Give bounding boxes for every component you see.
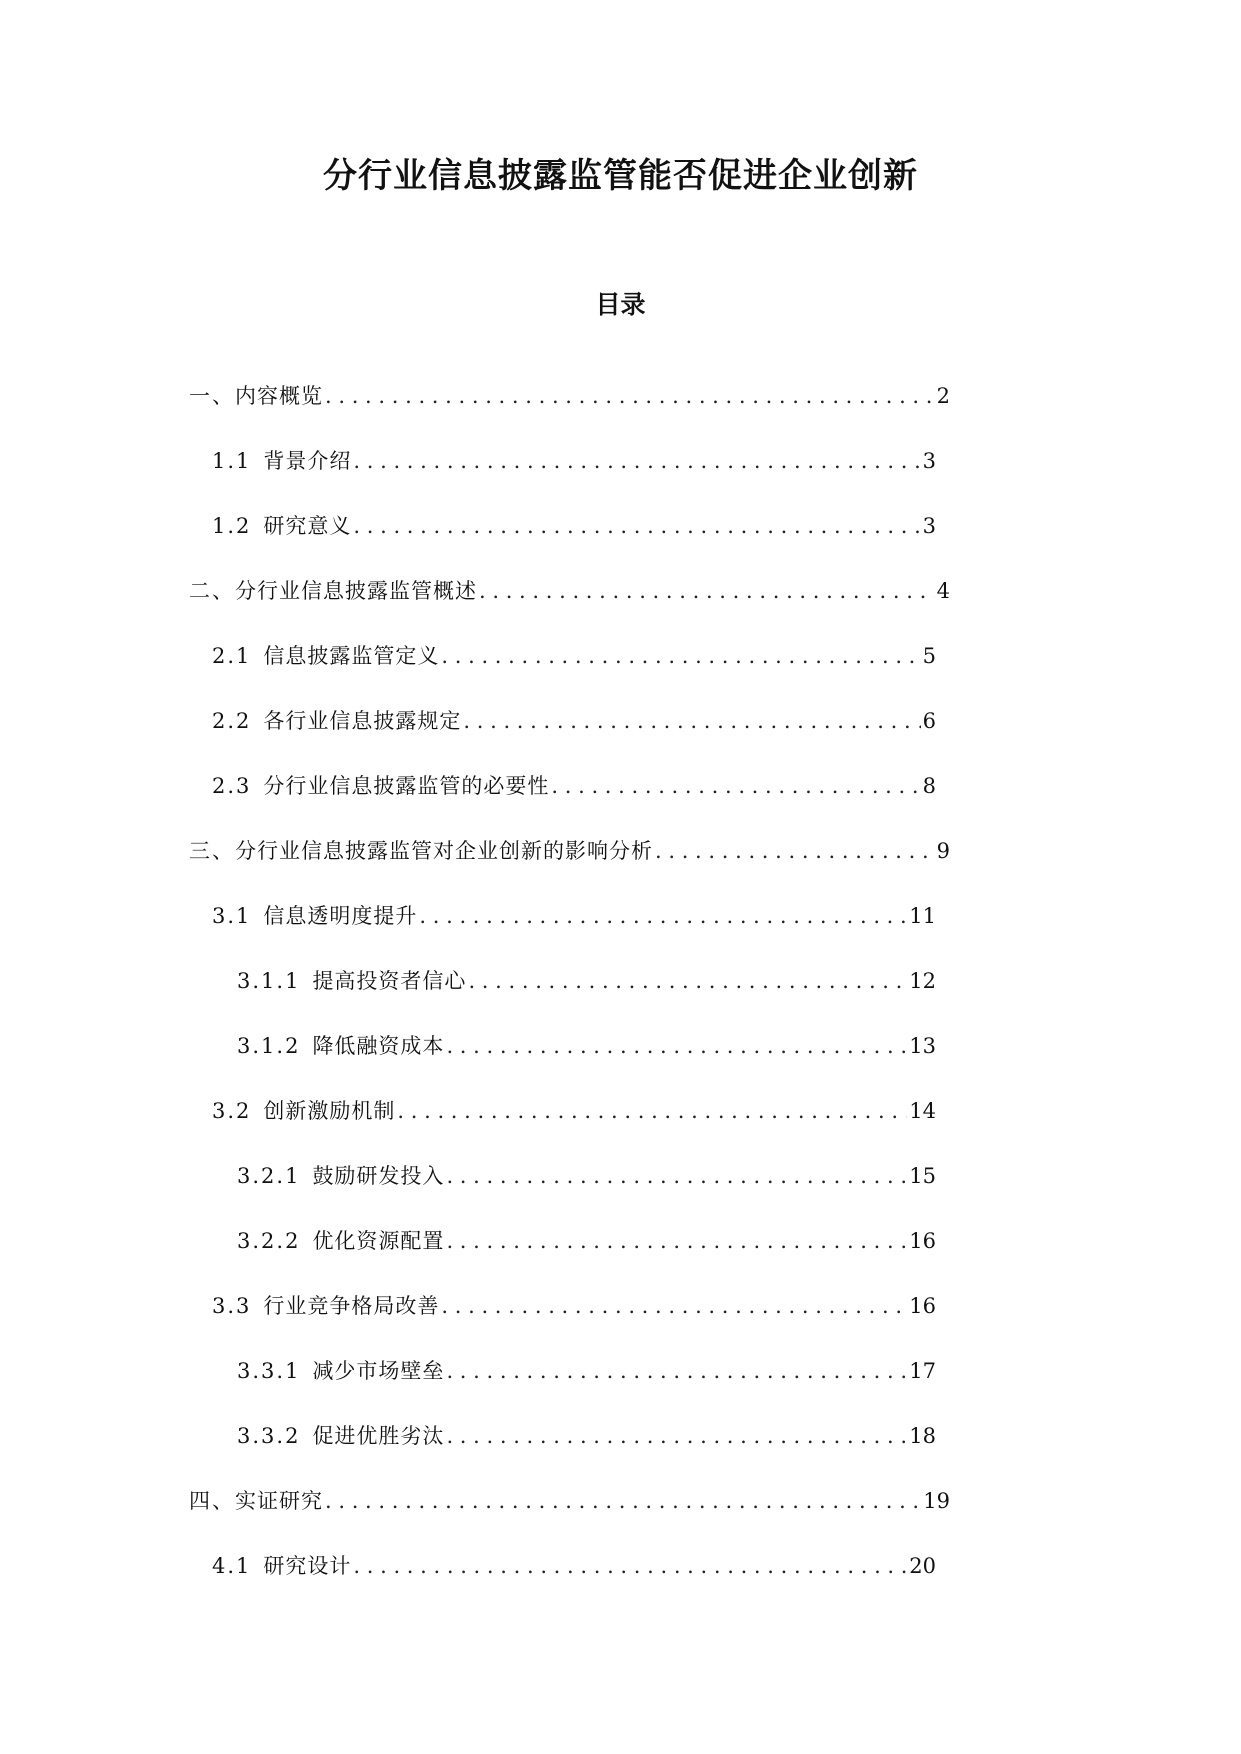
toc-entry-title: 减少市场壁垒 xyxy=(312,1359,445,1383)
toc-entry-number: 四、 xyxy=(189,1489,235,1513)
toc-entry-page-number: 20 xyxy=(909,1554,936,1578)
toc-dot-leader xyxy=(446,1161,907,1191)
table-of-contents xyxy=(0,381,1241,1616)
document-title: 分行业信息披露监管能否促进企业创新 xyxy=(323,156,918,196)
toc-entry-number: 三、 xyxy=(189,839,235,863)
toc-entry-page-number: 16 xyxy=(909,1294,936,1318)
toc-entry[interactable] xyxy=(0,1421,936,1486)
toc-entry-title: 优化资源配置 xyxy=(312,1229,445,1253)
toc-dot-leader xyxy=(551,771,920,801)
toc-entry[interactable] xyxy=(0,641,936,706)
toc-entry[interactable] xyxy=(0,1161,936,1226)
toc-entry-page-number: 15 xyxy=(909,1164,936,1188)
toc-entry-number: 4.1 xyxy=(212,1554,252,1578)
toc-entry-page-number: 17 xyxy=(909,1359,936,1383)
toc-dot-leader xyxy=(655,836,935,866)
toc-entry[interactable] xyxy=(0,901,936,966)
toc-entry-page-number: 3 xyxy=(922,514,936,538)
toc-entry-title: 降低融资成本 xyxy=(312,1034,445,1058)
toc-dot-leader xyxy=(463,706,920,736)
toc-entry-page-number: 5 xyxy=(922,644,936,668)
toc-entry-page-number: 3 xyxy=(922,449,936,473)
toc-entry-page-number: 16 xyxy=(909,1229,936,1253)
toc-entry[interactable] xyxy=(0,1226,936,1291)
toc-entry-title: 信息披露监管定义 xyxy=(263,644,440,668)
toc-entry-page-number: 6 xyxy=(922,709,936,733)
toc-entry[interactable] xyxy=(0,836,950,901)
toc-entry-number: 3.2.2 xyxy=(237,1229,301,1253)
toc-entry-number: 3.2.1 xyxy=(237,1164,301,1188)
toc-entry[interactable] xyxy=(0,511,936,576)
toc-entry-page-number: 2 xyxy=(936,384,950,408)
toc-entry-number: 3.1 xyxy=(212,904,252,928)
toc-entry-number: 2.3 xyxy=(212,774,252,798)
toc-entry-title: 内容概览 xyxy=(235,384,323,408)
toc-entry[interactable] xyxy=(0,1356,936,1421)
toc-dot-leader xyxy=(468,966,907,996)
toc-entry-number: 3.3.2 xyxy=(237,1424,301,1448)
toc-entry-page-number: 11 xyxy=(909,904,936,928)
toc-dot-leader xyxy=(446,1031,907,1061)
toc-dot-leader xyxy=(441,1291,907,1321)
toc-entry[interactable] xyxy=(0,966,936,1031)
toc-entry-title: 鼓励研发投入 xyxy=(312,1164,445,1188)
toc-entry-title: 行业竞争格局改善 xyxy=(263,1294,440,1318)
toc-dot-leader xyxy=(353,446,920,476)
toc-dot-leader xyxy=(446,1226,907,1256)
toc-entry[interactable] xyxy=(0,1291,936,1356)
toc-entry-number: 二、 xyxy=(189,579,235,603)
toc-dot-leader xyxy=(325,1486,921,1516)
toc-entry-title: 信息透明度提升 xyxy=(263,904,418,928)
toc-dot-leader xyxy=(397,1096,907,1126)
toc-entry[interactable] xyxy=(0,706,936,771)
toc-entry-title: 分行业信息披露监管概述 xyxy=(235,579,477,603)
toc-entry-page-number: 13 xyxy=(909,1034,936,1058)
toc-entry[interactable] xyxy=(0,1096,936,1161)
toc-dot-leader xyxy=(419,901,907,931)
toc-heading: 目录 xyxy=(595,290,646,319)
toc-entry-title: 各行业信息披露规定 xyxy=(263,709,462,733)
toc-entry-title: 研究意义 xyxy=(263,514,352,538)
toc-entry-number: 3.3.1 xyxy=(237,1359,301,1383)
toc-entry-number: 2.1 xyxy=(212,644,252,668)
toc-entry-number: 3.1.2 xyxy=(237,1034,301,1058)
toc-entry-page-number: 14 xyxy=(909,1099,936,1123)
toc-entry-title: 实证研究 xyxy=(235,1489,323,1513)
toc-entry-title: 分行业信息披露监管对企业创新的影响分析 xyxy=(235,839,653,863)
toc-entry[interactable] xyxy=(0,576,950,641)
toc-dot-leader xyxy=(325,381,935,411)
toc-dot-leader xyxy=(353,1551,907,1581)
toc-entry-title: 分行业信息披露监管的必要性 xyxy=(263,774,550,798)
toc-entry[interactable] xyxy=(0,1031,936,1096)
toc-entry-number: 1.2 xyxy=(212,514,252,538)
toc-entry-title: 提高投资者信心 xyxy=(312,969,467,993)
toc-entry-page-number: 8 xyxy=(922,774,936,798)
toc-entry-page-number: 19 xyxy=(923,1489,950,1513)
toc-entry-page-number: 12 xyxy=(909,969,936,993)
toc-dot-leader xyxy=(441,641,920,671)
toc-dot-leader xyxy=(446,1421,907,1451)
toc-entry[interactable] xyxy=(0,446,936,511)
toc-dot-leader xyxy=(479,576,935,606)
toc-entry-number: 1.1 xyxy=(212,449,252,473)
toc-entry-number: 3.2 xyxy=(212,1099,252,1123)
toc-entry-number: 3.1.1 xyxy=(237,969,301,993)
toc-dot-leader xyxy=(353,511,920,541)
toc-entry-title: 促进优胜劣汰 xyxy=(312,1424,445,1448)
toc-entry[interactable] xyxy=(0,381,950,446)
toc-entry-title: 研究设计 xyxy=(263,1554,352,1578)
toc-entry-page-number: 4 xyxy=(936,579,950,603)
toc-entry-title: 创新激励机制 xyxy=(263,1099,396,1123)
toc-entry-number: 2.2 xyxy=(212,709,252,733)
toc-entry-title: 背景介绍 xyxy=(263,449,352,473)
toc-entry-number: 3.3 xyxy=(212,1294,252,1318)
toc-dot-leader xyxy=(446,1356,907,1386)
toc-entry[interactable] xyxy=(0,771,936,836)
toc-entry-number: 一、 xyxy=(189,384,235,408)
toc-entry[interactable] xyxy=(0,1486,950,1551)
toc-entry[interactable] xyxy=(0,1551,936,1616)
toc-entry-page-number: 18 xyxy=(909,1424,936,1448)
toc-entry-page-number: 9 xyxy=(936,839,950,863)
